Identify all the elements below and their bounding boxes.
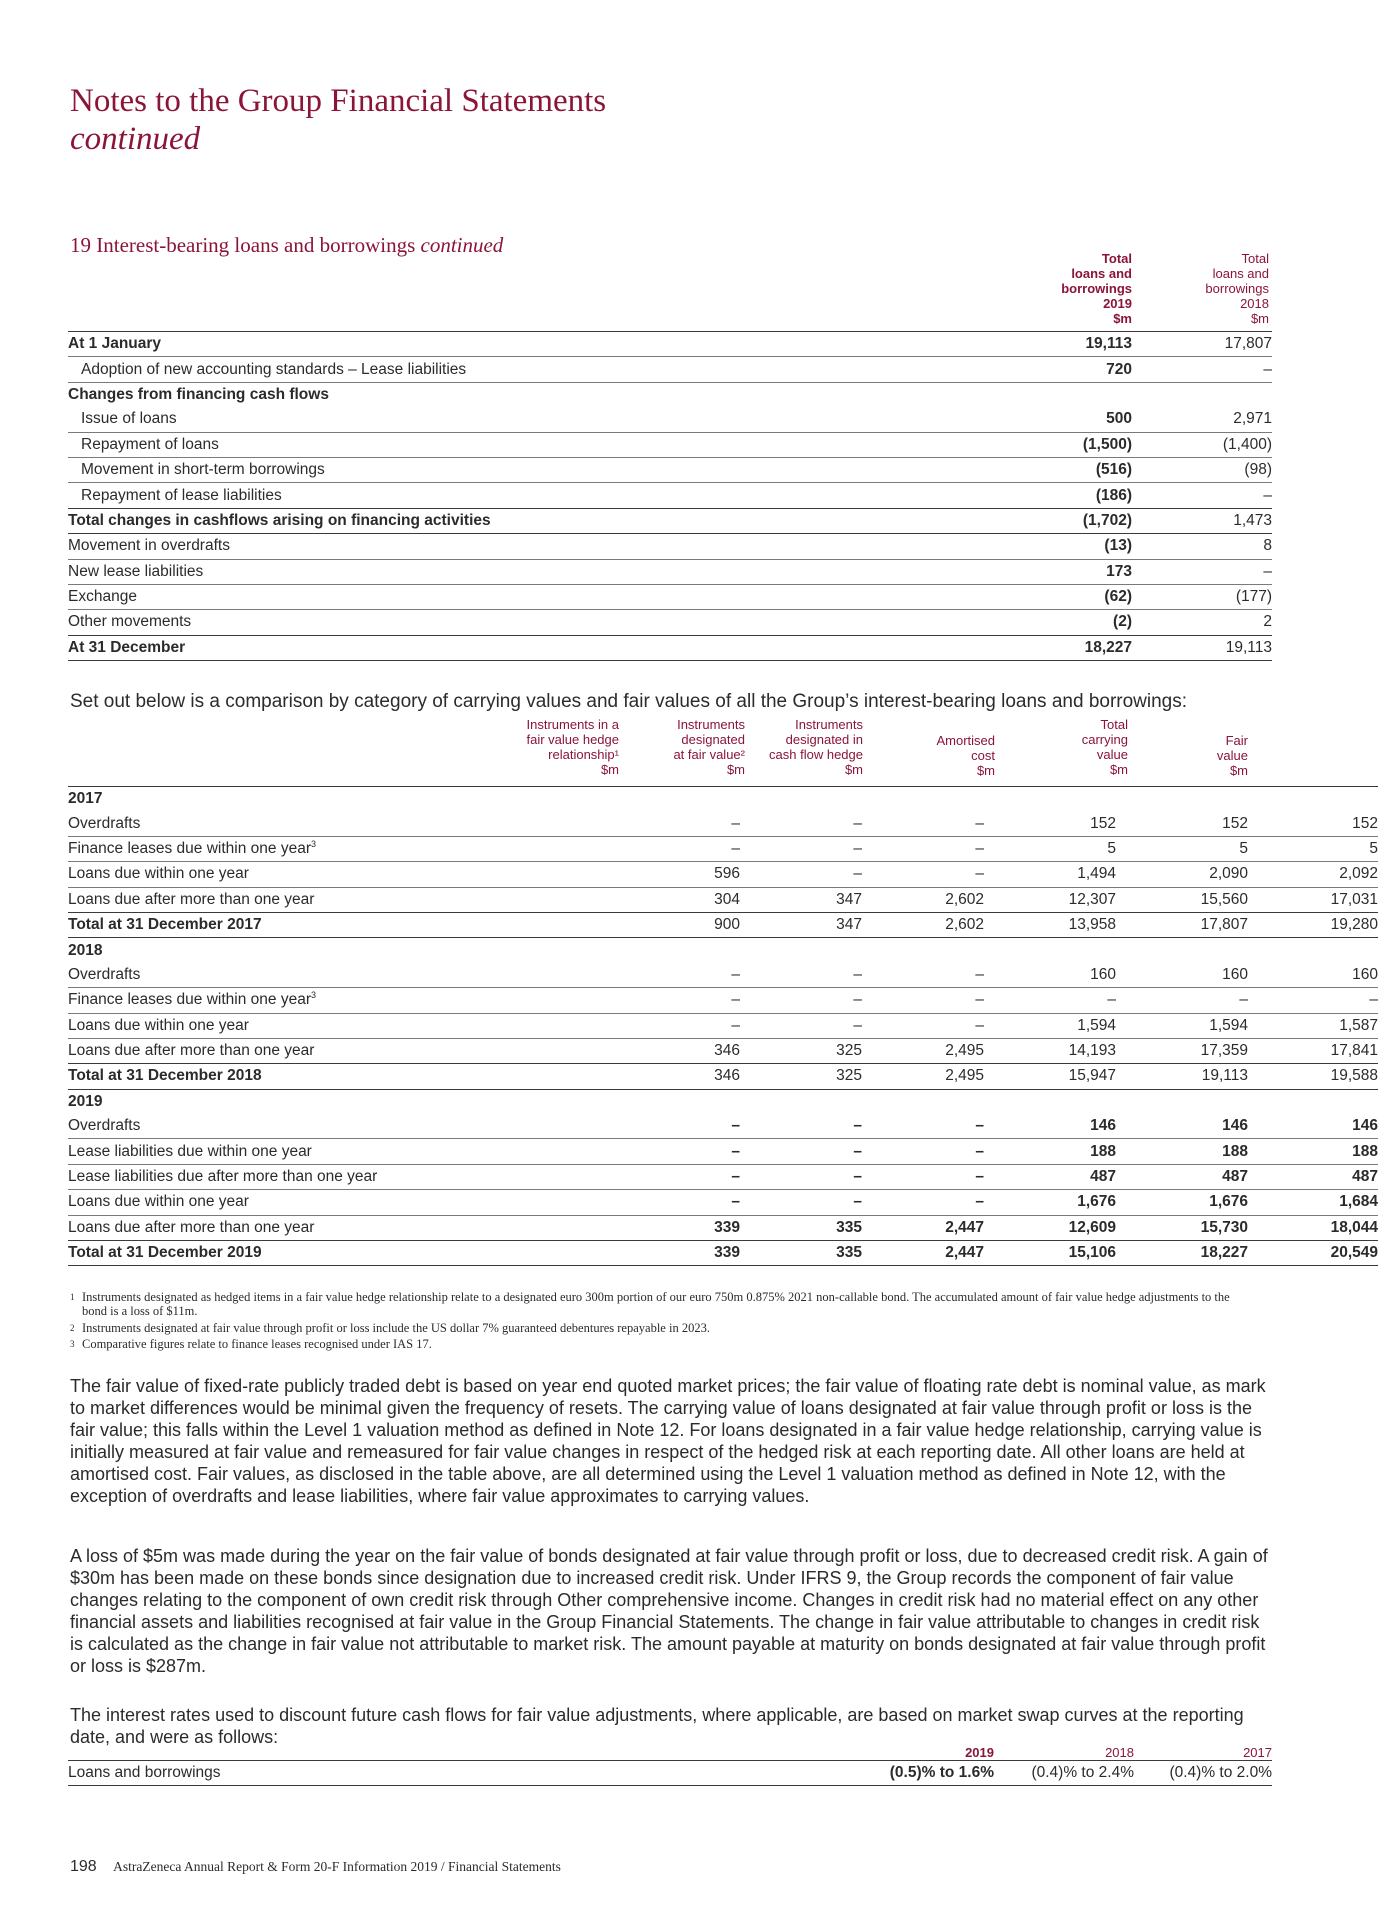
cell: 12,307 xyxy=(984,887,1116,912)
row-label: Adoption of new accounting standards – Lease liabilities xyxy=(68,357,968,382)
cell: – xyxy=(862,988,984,1013)
cell: 1,684 xyxy=(1248,1190,1378,1215)
table-row xyxy=(68,963,1378,988)
value-2018: 8 xyxy=(1132,534,1272,559)
table-row xyxy=(68,407,1272,432)
header-line: relationship¹ xyxy=(548,747,619,762)
row-label: Other movements xyxy=(68,610,968,635)
header-line: cash flow hedge xyxy=(769,747,863,762)
cell: 15,560 xyxy=(1116,887,1248,912)
header-line: designated xyxy=(681,732,745,747)
cell: 188 xyxy=(1248,1139,1378,1164)
row-label xyxy=(68,836,619,861)
year-row xyxy=(68,938,1378,963)
cell: 20,549 xyxy=(1248,1241,1378,1266)
cell: – xyxy=(862,1114,984,1139)
row-label: Loans due within one year xyxy=(68,1013,619,1038)
row-label: Repayment of lease liabilities xyxy=(68,483,968,508)
cell: – xyxy=(740,963,862,988)
cell: – xyxy=(862,836,984,861)
cell: 160 xyxy=(984,963,1116,988)
table2-col-hedge-header xyxy=(500,717,619,777)
cell: 146 xyxy=(1248,1114,1378,1139)
header-line: cost xyxy=(971,748,995,763)
row-label xyxy=(68,988,619,1013)
value-2019: (62) xyxy=(968,584,1132,609)
header-line: Instruments xyxy=(677,717,745,732)
cell: 1,594 xyxy=(1116,1013,1248,1038)
cell: 335 xyxy=(740,1241,862,1266)
cell: – xyxy=(619,988,740,1013)
cell: – xyxy=(619,1164,740,1189)
rates-header-2019: 2019 xyxy=(965,1745,994,1760)
value-2018: (1,400) xyxy=(1132,432,1272,457)
cell: 12,609 xyxy=(984,1215,1116,1240)
cell: – xyxy=(862,811,984,836)
cell: 17,359 xyxy=(1116,1038,1248,1063)
footnote-ref: 3 xyxy=(310,990,316,1001)
cell: 17,807 xyxy=(1116,912,1248,937)
footnote xyxy=(70,1290,1242,1318)
table-row xyxy=(68,1114,1378,1139)
year-label: 2017 xyxy=(68,787,1378,812)
header-line: 2018 xyxy=(1240,296,1269,311)
cell: 146 xyxy=(984,1114,1116,1139)
row-label: Loans due after more than one year xyxy=(68,1038,619,1063)
cell: – xyxy=(862,1190,984,1215)
table-row xyxy=(68,559,1272,584)
cell: – xyxy=(619,811,740,836)
cell: 5 xyxy=(1116,836,1248,861)
rates-header-2017: 2017 xyxy=(1243,1745,1272,1760)
value-2019: 720 xyxy=(968,357,1132,382)
cell: – xyxy=(619,1114,740,1139)
page-number: 198 xyxy=(70,1858,97,1875)
header-line: Instruments in a xyxy=(526,717,619,732)
cell: – xyxy=(862,862,984,887)
cell: – xyxy=(740,988,862,1013)
cell: 304 xyxy=(619,887,740,912)
value-2019 xyxy=(968,382,1132,407)
cell: – xyxy=(862,963,984,988)
section-heading xyxy=(70,233,503,258)
cell: – xyxy=(1116,988,1248,1013)
header-line: 2019 xyxy=(1103,296,1132,311)
table-row xyxy=(68,382,1272,407)
table2-col-fair-header xyxy=(1160,733,1248,778)
table-row xyxy=(68,912,1378,937)
cell: – xyxy=(740,811,862,836)
header-line: $m xyxy=(726,762,745,777)
value-2019: 173 xyxy=(968,559,1132,584)
header-line: borrowings xyxy=(1061,281,1132,296)
cell: – xyxy=(1248,988,1378,1013)
value-2018: – xyxy=(1132,483,1272,508)
table-row xyxy=(68,584,1272,609)
row-label: Movement in overdrafts xyxy=(68,534,968,559)
value-2018: 2,971 xyxy=(1132,407,1272,432)
table-row xyxy=(68,635,1272,660)
value-2018: – xyxy=(1132,559,1272,584)
table-row xyxy=(68,1761,1272,1786)
cell: – xyxy=(619,1190,740,1215)
row-label: Lease liabilities due after more than one year xyxy=(68,1164,619,1189)
header-line: Total xyxy=(1241,251,1269,266)
cell: – xyxy=(984,988,1116,1013)
row-label: Total at 31 December 2018 xyxy=(68,1064,619,1089)
cell: 160 xyxy=(1248,963,1378,988)
cell: 487 xyxy=(984,1164,1116,1189)
cell: 17,841 xyxy=(1248,1038,1378,1063)
header-line: loans and xyxy=(1212,266,1269,281)
cell: 188 xyxy=(984,1139,1116,1164)
cell: 1,676 xyxy=(984,1190,1116,1215)
value-2018: 1,473 xyxy=(1132,508,1272,533)
cell: 596 xyxy=(619,862,740,887)
table-row xyxy=(68,1190,1378,1215)
header-line: $m xyxy=(844,762,863,777)
row-label: Issue of loans xyxy=(68,407,968,432)
cell: – xyxy=(740,1139,862,1164)
header-line: $m xyxy=(1250,311,1269,326)
cell: 17,031 xyxy=(1248,887,1378,912)
cell: 14,193 xyxy=(984,1038,1116,1063)
table-row xyxy=(68,1164,1378,1189)
fair-value-comparison-table xyxy=(68,786,1378,1266)
value-2019: 18,227 xyxy=(968,635,1132,660)
row-label: Changes from financing cash flows xyxy=(68,385,329,403)
footnote-mark: 1 xyxy=(70,1292,75,1302)
value-2018 xyxy=(1132,382,1272,407)
footnote-ref: 3 xyxy=(310,838,316,849)
cell: 1,676 xyxy=(1116,1190,1248,1215)
table-row xyxy=(68,1241,1378,1266)
table2-col-carrying-header xyxy=(1030,717,1128,777)
discount-rates-table xyxy=(68,1760,1272,1786)
title-main: Notes to the Group Financial Statements xyxy=(70,83,607,119)
section-heading-suffix: continued xyxy=(420,233,504,257)
table-row xyxy=(68,862,1378,887)
cell: – xyxy=(619,1013,740,1038)
cell: 15,730 xyxy=(1116,1215,1248,1240)
cell: 152 xyxy=(1116,811,1248,836)
cell: 335 xyxy=(740,1215,862,1240)
borrowings-movement-table xyxy=(68,331,1272,661)
table-row xyxy=(68,811,1378,836)
footnote-text: Instruments designated as hedged items in a fair value hedge relationship relate to a designated euro 300m portion of our euro 750m 0.875% 2021 non-callable bond. The accumulated amount of fair value hedge adjustments to the bond is a loss of $11m. xyxy=(82,1290,1230,1318)
header-line: value xyxy=(1096,747,1128,762)
table2-col-cashflow-header xyxy=(750,717,863,777)
cell: 2,495 xyxy=(862,1038,984,1063)
table1-col-2018-header xyxy=(1180,251,1269,326)
rate-2018: (0.4)% to 2.4% xyxy=(994,1761,1134,1786)
cell: – xyxy=(740,1164,862,1189)
footer-text: AstraZeneca Annual Report & Form 20-F Information 2019 / Financial Statements xyxy=(113,1859,561,1874)
cell: 18,227 xyxy=(1116,1241,1248,1266)
header-line: $m xyxy=(1229,763,1248,778)
cell: 900 xyxy=(619,912,740,937)
cell: 347 xyxy=(740,912,862,937)
cell: 347 xyxy=(740,887,862,912)
cell: – xyxy=(740,836,862,861)
header-line: borrowings xyxy=(1205,281,1269,296)
header-line: designated in xyxy=(785,732,863,747)
cell: 152 xyxy=(984,811,1116,836)
year-label: 2019 xyxy=(68,1092,103,1110)
table-row xyxy=(68,1064,1378,1089)
header-line: Total xyxy=(1101,251,1132,266)
table-row xyxy=(68,1215,1378,1240)
table-row xyxy=(68,483,1272,508)
cell: 19,113 xyxy=(1116,1064,1248,1089)
cell: 15,947 xyxy=(984,1064,1116,1089)
table2-intro: Set out below is a comparison by category of carrying values and fair values of all the Group’s interest-bearing loans and borrowings: xyxy=(70,691,1188,712)
page-title xyxy=(70,82,606,158)
cell: 487 xyxy=(1248,1164,1378,1189)
table-row xyxy=(68,508,1272,533)
header-line: $m xyxy=(1109,762,1128,777)
rate-2019: (0.5)% to 1.6% xyxy=(768,1761,994,1786)
cell: 325 xyxy=(740,1038,862,1063)
header-line: Total xyxy=(1100,717,1128,732)
row-label: Loans due within one year xyxy=(68,862,619,887)
cell: 487 xyxy=(1116,1164,1248,1189)
cell: 2,602 xyxy=(862,912,984,937)
table-row xyxy=(68,836,1378,861)
cell: 2,495 xyxy=(862,1064,984,1089)
title-sub: continued xyxy=(70,121,201,157)
value-2019: (2) xyxy=(968,610,1132,635)
footnote-mark: 3 xyxy=(70,1339,75,1349)
cell: – xyxy=(740,1114,862,1139)
cell: 346 xyxy=(619,1064,740,1089)
table-row xyxy=(68,432,1272,457)
cell: 13,958 xyxy=(984,912,1116,937)
header-line: value xyxy=(1216,748,1248,763)
section-heading-text: 19 Interest-bearing loans and borrowings xyxy=(70,233,416,257)
header-line: carrying xyxy=(1081,732,1128,747)
year-row xyxy=(68,1089,1378,1114)
table-row xyxy=(68,1013,1378,1038)
table-row xyxy=(68,357,1272,382)
header-line: $m xyxy=(976,763,995,778)
cell: – xyxy=(619,963,740,988)
cell: 146 xyxy=(1116,1114,1248,1139)
value-2019: (186) xyxy=(968,483,1132,508)
value-2018: 17,807 xyxy=(1132,332,1272,357)
row-label: New lease liabilities xyxy=(68,559,968,584)
table-row xyxy=(68,1038,1378,1063)
value-2019: (1,702) xyxy=(968,508,1132,533)
table-row xyxy=(68,988,1378,1013)
value-2018: 19,113 xyxy=(1132,635,1272,660)
cell: 339 xyxy=(619,1215,740,1240)
header-line: Instruments xyxy=(795,717,863,732)
value-2018: – xyxy=(1132,357,1272,382)
cell: 2,092 xyxy=(1248,862,1378,887)
cell: 346 xyxy=(619,1038,740,1063)
footnote-mark: 2 xyxy=(70,1323,75,1333)
table2-col-fairvalue-header xyxy=(640,717,745,777)
paragraph: The interest rates used to discount future cash flows for fair value adjustments, where applicable, are based on market swap curves at the reporting date, and were as follows: xyxy=(70,1705,1244,1747)
footnote xyxy=(70,1337,1242,1351)
row-label: Loans due within one year xyxy=(68,1190,619,1215)
row-label: Total at 31 December 2017 xyxy=(68,912,619,937)
cell: – xyxy=(740,1013,862,1038)
label-text: Finance leases due within one year xyxy=(68,839,311,857)
cell: 325 xyxy=(740,1064,862,1089)
row-label: Lease liabilities due within one year xyxy=(68,1139,619,1164)
header-line: Fair xyxy=(1225,733,1248,748)
cell: – xyxy=(862,1164,984,1189)
cell: 19,588 xyxy=(1248,1064,1378,1089)
table2-col-amortised-header xyxy=(900,733,995,778)
header-line: $m xyxy=(1113,311,1132,326)
row-label: Repayment of loans xyxy=(68,432,968,457)
cell: 339 xyxy=(619,1241,740,1266)
value-2019: (516) xyxy=(968,457,1132,482)
rate-2017: (0.4)% to 2.0% xyxy=(1134,1761,1272,1786)
table-row xyxy=(68,1139,1378,1164)
table-row xyxy=(68,534,1272,559)
cell: 15,106 xyxy=(984,1241,1116,1266)
header-line: at fair value² xyxy=(673,747,745,762)
cell: 2,602 xyxy=(862,887,984,912)
cell: 5 xyxy=(984,836,1116,861)
row-label: Loans due after more than one year xyxy=(68,1215,619,1240)
cell: 19,280 xyxy=(1248,912,1378,937)
cell: 2,447 xyxy=(862,1241,984,1266)
cell: – xyxy=(862,1013,984,1038)
footnote-text: Instruments designated at fair value through profit or loss include the US dollar 7% guaranteed debentures repayable in 2023. xyxy=(82,1321,710,1335)
footnote-text: Comparative figures relate to finance leases recognised under IAS 17. xyxy=(82,1337,432,1351)
header-line: fair value hedge xyxy=(526,732,619,747)
row-label: Total at 31 December 2019 xyxy=(68,1241,619,1266)
row-label: At 31 December xyxy=(68,635,968,660)
year-row xyxy=(68,787,1378,812)
cell: 188 xyxy=(1116,1139,1248,1164)
value-2019: 500 xyxy=(968,407,1132,432)
cell: 2,090 xyxy=(1116,862,1248,887)
cell: 1,594 xyxy=(984,1013,1116,1038)
value-2018: (98) xyxy=(1132,457,1272,482)
row-label: Overdrafts xyxy=(68,1114,619,1139)
footnote xyxy=(70,1321,1242,1335)
row-label: Loans due after more than one year xyxy=(68,887,619,912)
cell: – xyxy=(740,862,862,887)
table1-col-2019-header xyxy=(1045,251,1132,326)
year-label: 2018 xyxy=(68,941,103,959)
cell: 18,044 xyxy=(1248,1215,1378,1240)
table-row xyxy=(68,332,1272,357)
table-row xyxy=(68,457,1272,482)
page-footer xyxy=(70,1858,561,1876)
cell: – xyxy=(619,1139,740,1164)
row-label: Loans and borrowings xyxy=(68,1761,768,1786)
cell: – xyxy=(862,1139,984,1164)
cell: – xyxy=(619,836,740,861)
value-2019: 19,113 xyxy=(968,332,1132,357)
value-2019: (13) xyxy=(968,534,1132,559)
cell: 2,447 xyxy=(862,1215,984,1240)
rates-header-2018: 2018 xyxy=(1105,1745,1134,1760)
table-row xyxy=(68,887,1378,912)
label-text: Finance leases due within one year xyxy=(68,991,311,1009)
row-label: Movement in short-term borrowings xyxy=(68,457,968,482)
row-label: Exchange xyxy=(68,584,968,609)
row-label: Total changes in cashflows arising on financing activities xyxy=(68,508,968,533)
value-2019: (1,500) xyxy=(968,432,1132,457)
header-line: loans and xyxy=(1071,266,1132,281)
header-line: $m xyxy=(600,762,619,777)
row-label: Overdrafts xyxy=(68,963,619,988)
cell: 160 xyxy=(1116,963,1248,988)
value-2018: 2 xyxy=(1132,610,1272,635)
cell: 1,494 xyxy=(984,862,1116,887)
row-label: At 1 January xyxy=(68,332,968,357)
header-line: Amortised xyxy=(936,733,995,748)
paragraph: The fair value of fixed-rate publicly traded debt is based on year end quoted market prices; the fair value of floating rate debt is nominal value, as mark to market differences would be minimal given the frequency of resets. The carrying value of loans designated at fair value through profit or loss is the fair value; this falls within the Level 1 valuation method as defined in Note 12. For loans designated in a fair value hedge relationship, carrying value is initially measured at fair value and remeasured for fair value changes in respect of the hedged risk at each reporting date. All other loans are held at amortised cost. Fair values, as disclosed in the table above, are all determined using the Level 1 valuation method as defined in Note 12, with the exception of overdrafts and lease liabilities, where fair value approximates to carrying values. xyxy=(70,1376,1266,1506)
paragraph: A loss of $5m was made during the year on the fair value of bonds designated at fair value through profit or loss, due to decreased credit risk. A gain of $30m has been made on these bonds since designation due to increased credit risk. Under IFRS 9, the Group records the component of fair value changes relating to the component of own credit risk through Other comprehensive income. Changes in credit risk had no material effect on any other financial assets and liabilities recognised at fair value in the Group Financial Statements. The change in fair value attributable to changes in credit risk is calculated as the change in fair value not attributable to market risk. The amount payable at maturity on bonds designated at fair value through profit or loss is $287m. xyxy=(70,1546,1268,1676)
table-row xyxy=(68,610,1272,635)
cell: 152 xyxy=(1248,811,1378,836)
cell: 5 xyxy=(1248,836,1378,861)
cell: 1,587 xyxy=(1248,1013,1378,1038)
row-label: Overdrafts xyxy=(68,811,619,836)
cell: – xyxy=(740,1190,862,1215)
value-2018: (177) xyxy=(1132,584,1272,609)
